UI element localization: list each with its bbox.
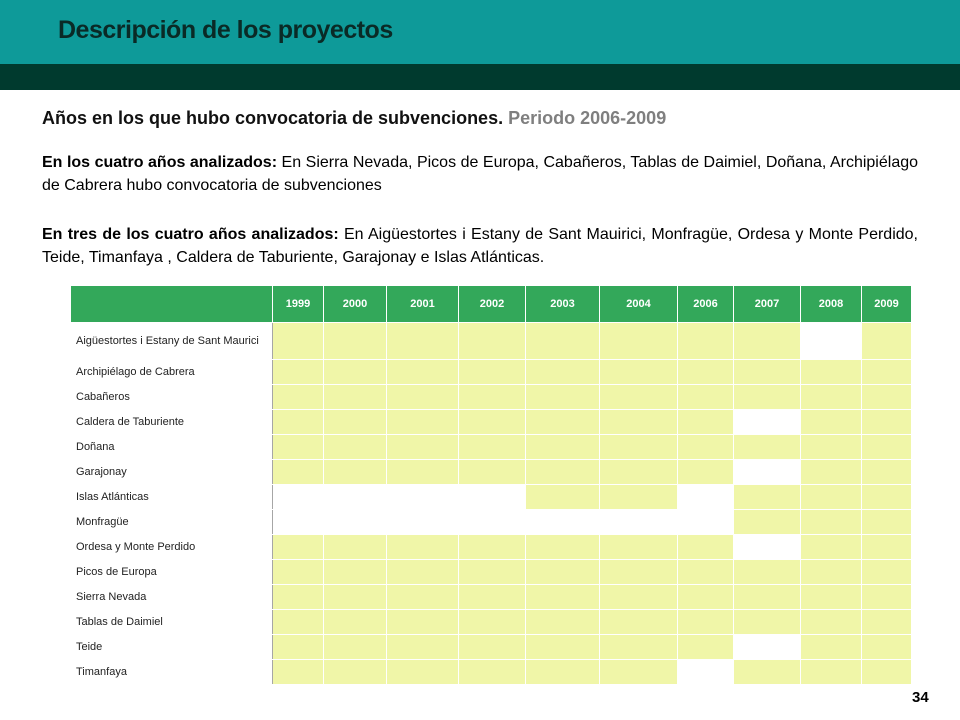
park-name-cell: Aigüestortes i Estany de Sant Maurici <box>71 323 273 360</box>
paragraph-three-years <box>42 223 918 269</box>
year-cell-call <box>600 610 678 635</box>
year-cell-call <box>324 410 387 435</box>
slide-title: Descripción de los proyectos <box>58 16 393 44</box>
year-cell-call <box>678 560 734 585</box>
table-row <box>71 610 912 635</box>
year-cell-call <box>273 435 324 460</box>
year-cell-call <box>734 660 801 685</box>
year-cell-call <box>734 435 801 460</box>
year-cell-empty <box>387 485 459 510</box>
year-cell-call <box>678 635 734 660</box>
year-cell-call <box>801 360 862 385</box>
year-header: 2003 <box>526 286 600 323</box>
year-cell-call <box>734 323 801 360</box>
year-header: 2008 <box>801 286 862 323</box>
year-cell-call <box>387 535 459 560</box>
year-cell-call <box>273 385 324 410</box>
year-cell-call <box>459 585 526 610</box>
year-cell-call <box>862 585 912 610</box>
year-cell-call <box>862 360 912 385</box>
year-cell-empty <box>459 485 526 510</box>
year-cell-empty <box>526 510 600 535</box>
year-cell-call <box>526 410 600 435</box>
year-cell-call <box>600 323 678 360</box>
park-name-cell: Islas Atlánticas <box>71 485 273 510</box>
year-cell-call <box>387 585 459 610</box>
table-row <box>71 585 912 610</box>
year-cell-empty <box>734 460 801 485</box>
paragraph-text: En Sierra Nevada, Picos de Europa, Cabañeros, Tablas de Daimiel, Doñana, Archipiélago de Cabrera hubo convocatoria de subvenciones <box>42 154 919 194</box>
year-cell-call <box>801 385 862 410</box>
header-accent-bar <box>0 64 960 90</box>
year-cell-call <box>273 460 324 485</box>
subtitle-period: Periodo 2006-2009 <box>508 108 667 128</box>
year-cell-call <box>734 385 801 410</box>
year-header: 2000 <box>324 286 387 323</box>
year-cell-call <box>526 635 600 660</box>
year-cell-call <box>600 635 678 660</box>
year-cell-call <box>600 360 678 385</box>
table-row <box>71 360 912 385</box>
year-cell-empty <box>387 510 459 535</box>
year-cell-call <box>324 385 387 410</box>
year-cell-call <box>862 323 912 360</box>
year-header: 2007 <box>734 286 801 323</box>
year-cell-call <box>801 510 862 535</box>
year-cell-call <box>526 360 600 385</box>
year-cell-call <box>459 560 526 585</box>
year-cell-call <box>387 385 459 410</box>
year-cell-call <box>459 610 526 635</box>
year-cell-empty <box>324 485 387 510</box>
year-cell-call <box>459 435 526 460</box>
year-cell-call <box>526 485 600 510</box>
year-cell-empty <box>734 535 801 560</box>
year-cell-call <box>600 385 678 410</box>
year-cell-call <box>600 560 678 585</box>
year-cell-call <box>862 410 912 435</box>
subsidy-years-table <box>70 286 912 685</box>
year-cell-call <box>459 360 526 385</box>
year-cell-call <box>273 560 324 585</box>
year-cell-call <box>862 560 912 585</box>
table-row <box>71 435 912 460</box>
year-cell-call <box>801 660 862 685</box>
year-cell-call <box>526 610 600 635</box>
year-cell-call <box>526 460 600 485</box>
year-cell-call <box>678 323 734 360</box>
section-subtitle <box>42 108 666 129</box>
year-cell-call <box>678 535 734 560</box>
year-cell-call <box>324 435 387 460</box>
year-cell-call <box>801 535 862 560</box>
year-cell-call <box>324 323 387 360</box>
year-cell-call <box>600 485 678 510</box>
year-cell-call <box>862 460 912 485</box>
park-name-cell: Timanfaya <box>71 660 273 685</box>
park-name-cell: Picos de Europa <box>71 560 273 585</box>
year-cell-empty <box>734 635 801 660</box>
year-cell-empty <box>678 660 734 685</box>
year-cell-empty <box>273 510 324 535</box>
year-header: 1999 <box>273 286 324 323</box>
year-cell-call <box>801 585 862 610</box>
paragraph-four-years <box>42 151 918 197</box>
year-cell-call <box>600 585 678 610</box>
year-cell-call <box>526 535 600 560</box>
year-cell-call <box>387 323 459 360</box>
year-cell-call <box>600 660 678 685</box>
park-name-cell: Doñana <box>71 435 273 460</box>
year-cell-call <box>459 460 526 485</box>
year-cell-call <box>526 660 600 685</box>
year-cell-call <box>324 535 387 560</box>
table-row <box>71 460 912 485</box>
table-row <box>71 385 912 410</box>
year-cell-empty <box>273 485 324 510</box>
year-cell-call <box>734 560 801 585</box>
table-row <box>71 323 912 360</box>
year-cell-call <box>324 585 387 610</box>
year-cell-call <box>273 360 324 385</box>
year-cell-call <box>862 610 912 635</box>
park-name-cell: Cabañeros <box>71 385 273 410</box>
year-cell-call <box>387 360 459 385</box>
table-row <box>71 485 912 510</box>
year-header: 2006 <box>678 286 734 323</box>
year-cell-call <box>526 435 600 460</box>
park-name-cell: Tablas de Daimiel <box>71 610 273 635</box>
year-cell-call <box>273 323 324 360</box>
year-cell-call <box>387 460 459 485</box>
table-row <box>71 535 912 560</box>
year-cell-call <box>324 360 387 385</box>
year-cell-empty <box>678 485 734 510</box>
year-cell-call <box>734 360 801 385</box>
year-cell-call <box>526 323 600 360</box>
year-header: 2004 <box>600 286 678 323</box>
year-cell-call <box>387 635 459 660</box>
year-cell-call <box>459 323 526 360</box>
year-cell-call <box>801 560 862 585</box>
year-cell-call <box>387 410 459 435</box>
table-row <box>71 635 912 660</box>
park-name-cell: Caldera de Taburiente <box>71 410 273 435</box>
year-cell-call <box>862 485 912 510</box>
year-cell-call <box>600 460 678 485</box>
park-name-cell: Ordesa y Monte Perdido <box>71 535 273 560</box>
table-row <box>71 510 912 535</box>
year-cell-empty <box>678 510 734 535</box>
year-cell-empty <box>324 510 387 535</box>
year-header: 2009 <box>862 286 912 323</box>
paragraph-lead: En los cuatro años analizados: <box>42 154 278 171</box>
paragraph-text: En Aigüestortes i Estany de Sant Mauirici, Monfragüe, Ordesa y Monte Perdido, Teide, Timanfaya , Caldera de Taburiente, Garajonay e Islas Atlánticas. <box>42 226 918 266</box>
year-cell-call <box>862 510 912 535</box>
year-cell-call <box>324 460 387 485</box>
year-cell-call <box>459 385 526 410</box>
paragraph-lead: En tres de los cuatro años analizados: <box>42 226 339 243</box>
year-cell-call <box>678 460 734 485</box>
table-row <box>71 560 912 585</box>
year-cell-call <box>324 635 387 660</box>
year-cell-call <box>734 585 801 610</box>
year-cell-call <box>273 535 324 560</box>
year-cell-call <box>526 585 600 610</box>
page-number: 34 <box>912 689 929 706</box>
park-name-cell: Teide <box>71 635 273 660</box>
year-cell-call <box>862 435 912 460</box>
year-cell-call <box>678 360 734 385</box>
year-cell-call <box>459 660 526 685</box>
year-cell-call <box>862 635 912 660</box>
year-cell-call <box>678 585 734 610</box>
year-cell-call <box>459 410 526 435</box>
park-name-cell: Garajonay <box>71 460 273 485</box>
year-cell-call <box>600 410 678 435</box>
park-name-cell: Monfragüe <box>71 510 273 535</box>
year-cell-call <box>273 660 324 685</box>
park-name-cell: Sierra Nevada <box>71 585 273 610</box>
year-cell-call <box>324 660 387 685</box>
year-cell-call <box>273 410 324 435</box>
year-cell-call <box>273 610 324 635</box>
year-cell-call <box>273 585 324 610</box>
year-cell-call <box>273 635 324 660</box>
year-cell-empty <box>459 510 526 535</box>
park-name-cell: Archipiélago de Cabrera <box>71 360 273 385</box>
table-corner-cell <box>71 286 273 323</box>
year-cell-empty <box>600 510 678 535</box>
year-cell-call <box>459 635 526 660</box>
year-cell-call <box>801 460 862 485</box>
year-cell-call <box>801 485 862 510</box>
year-cell-call <box>678 385 734 410</box>
year-cell-empty <box>734 410 801 435</box>
year-cell-call <box>600 435 678 460</box>
year-cell-call <box>678 610 734 635</box>
year-cell-call <box>734 510 801 535</box>
year-cell-call <box>459 535 526 560</box>
year-cell-call <box>526 385 600 410</box>
year-header: 2001 <box>387 286 459 323</box>
table-row <box>71 410 912 435</box>
year-cell-call <box>387 435 459 460</box>
year-cell-call <box>734 485 801 510</box>
subtitle-main: Años en los que hubo convocatoria de subvenciones. <box>42 108 504 128</box>
year-cell-call <box>862 535 912 560</box>
year-cell-call <box>862 660 912 685</box>
year-cell-call <box>387 610 459 635</box>
year-cell-call <box>324 610 387 635</box>
year-cell-call <box>678 410 734 435</box>
year-cell-call <box>801 635 862 660</box>
year-cell-call <box>801 410 862 435</box>
year-header: 2002 <box>459 286 526 323</box>
year-cell-call <box>734 610 801 635</box>
year-cell-call <box>324 560 387 585</box>
table-row <box>71 660 912 685</box>
year-cell-empty <box>801 323 862 360</box>
year-cell-call <box>678 435 734 460</box>
year-cell-call <box>862 385 912 410</box>
year-cell-call <box>801 610 862 635</box>
year-cell-call <box>387 560 459 585</box>
table-header-row <box>71 286 912 323</box>
year-cell-call <box>801 435 862 460</box>
year-cell-call <box>526 560 600 585</box>
year-cell-call <box>387 660 459 685</box>
year-cell-call <box>600 535 678 560</box>
